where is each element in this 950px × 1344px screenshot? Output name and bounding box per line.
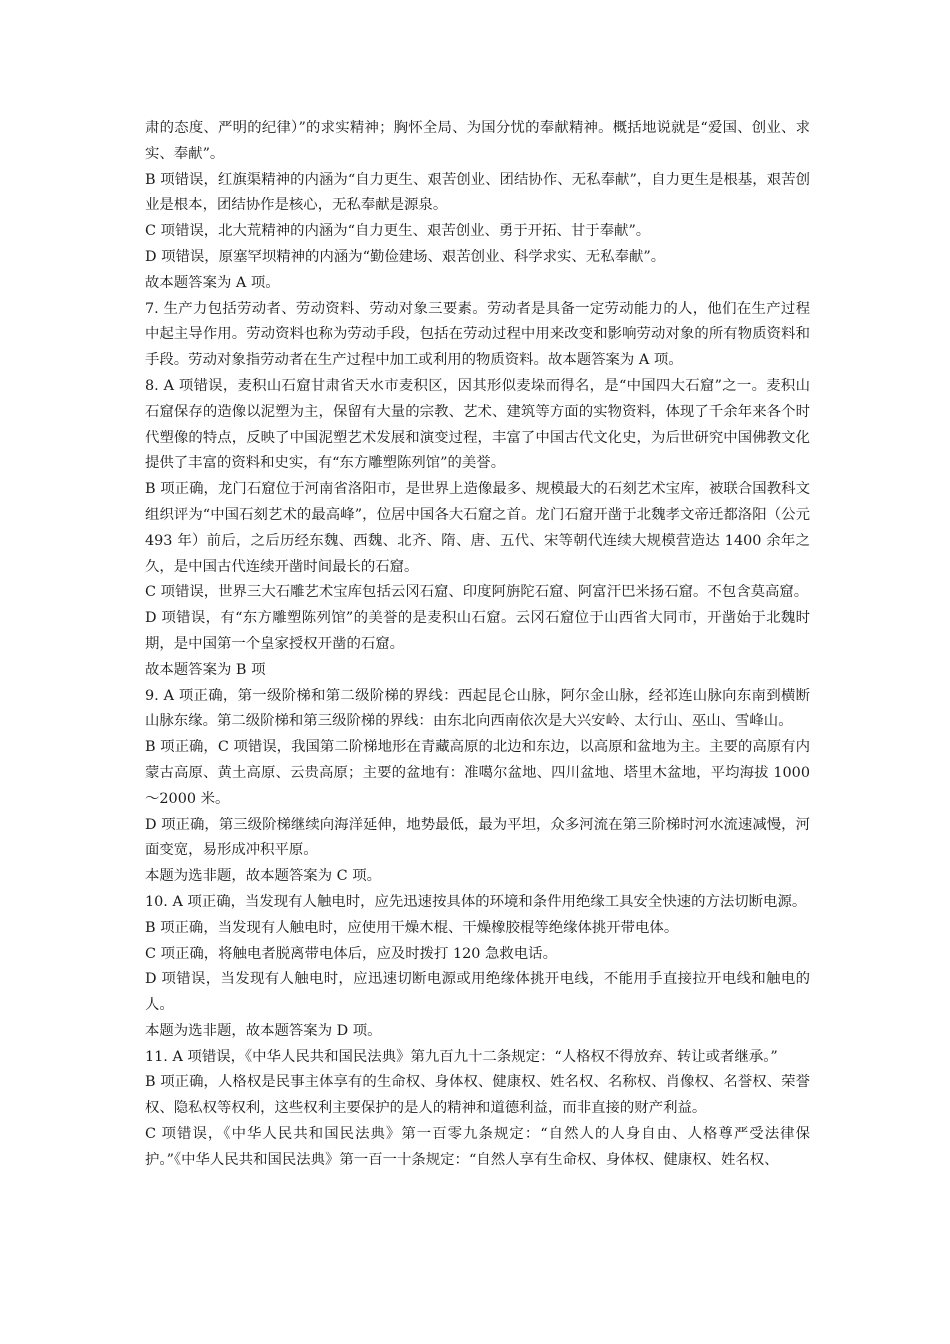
paragraph: C 项正确，将触电者脱离带电体后，应及时拨打 120 急救电话。 xyxy=(145,945,557,962)
paragraph: D 项错误，有“东方雕塑陈列馆”的美誉的是麦积山石窟。云冈石窟位于山西省大同市，开凿始于北魏时期，是中国第一个皇家授权开凿的石窟。 xyxy=(145,610,810,652)
paragraph: B 项正确，当发现有人触电时，应使用干燥木棍、干燥橡胶棍等绝缘体挑开带电体。 xyxy=(145,919,679,936)
paragraph: C 项错误，世界三大石雕艺术宝库包括云冈石窟、印度阿旃陀石窟、阿富汗巴米扬石窟。不包含莫高窟。 xyxy=(145,584,809,601)
paragraph: 本题为选非题，故本题答案为 C 项。 xyxy=(145,868,382,885)
paragraph: 故本题答案为 B 项 xyxy=(145,661,266,678)
paragraph: B 项正确，龙门石窟位于河南省洛阳市，是世界上造像最多、规模最大的石刻艺术宝库，被联合国教科文组织评为“中国石刻艺术的最高峰”，位居中国各大石窟之首。龙门石窟开凿于北魏孝文帝迁都洛阳（公元 493 年）前后，之后历经东魏、西魏、北齐、隋、唐、五代、宋等朝代连续大规模营造达 1400 余年之久，是中国古代连续开凿时间最长的石窟。 xyxy=(145,481,810,575)
paragraph: 本题为选非题，故本题答案为 D 项。 xyxy=(145,1022,382,1039)
paragraph: B 项错误，红旗渠精神的内涵为“自力更生、艰苦创业、团结协作、无私奉献”，自力更生是根基，艰苦创业是根本，团结协作是核心，无私奉献是源泉。 xyxy=(145,171,810,214)
paragraph: C 项错误，《中华人民共和国民法典》第一百零九条规定：“自然人的人身自由、人格尊严受法律保护。”《中华人民共和国民法典》第一百一十条规定：“自然人享有生命权、身体权、健康权、姓名权、 xyxy=(145,1126,810,1168)
paragraph: 10. A 项正确，当发现有人触电时，应先迅速按具体的环境和条件用绝缘工具安全快速的方法切断电源。 xyxy=(145,893,807,910)
paragraph: D 项正确，第三级阶梯继续向海洋延伸，地势最低，最为平坦，众多河流在第三阶梯时河水流速减慢，河面变宽，易形成冲积平原。 xyxy=(145,816,810,859)
paragraph: D 项错误，原塞罕坝精神的内涵为“勤俭建场、艰苦创业、科学求实、无私奉献”。 xyxy=(145,248,666,265)
paragraph: B 项正确，C 项错误，我国第二阶梯地形在青藏高原的北边和东边，以高原和盆地为主。主要的高原有内蒙古高原、黄土高原、云贵高原；主要的盆地有：准噶尔盆地、四川盆地、塔里木盆地，平均海拔 1000～2000 米。 xyxy=(145,739,810,807)
paragraph: C 项错误，北大荒精神的内涵为“自力更生、艰苦创业、勇于开拓、甘于奉献”。 xyxy=(145,223,651,240)
paragraph: 11. A 项错误，《中华人民共和国民法典》第九百九十二条规定：“人格权不得放弃、转让或者继承。” xyxy=(145,1048,778,1065)
paragraph: 故本题答案为 A 项。 xyxy=(145,274,280,291)
paragraph: 7. 生产力包括劳动者、劳动资料、劳动对象三要素。劳动者是具备一定劳动能力的人，他们在生产过程中起主导作用。劳动资料也称为劳动手段，包括在劳动过程中用来改变和影响劳动对象的所有物质资料和手段。劳动对象指劳动者在生产过程中加工或利用的物质资料。故本题答案为 A 项。 xyxy=(145,300,810,369)
document-body xyxy=(145,116,810,1174)
paragraph: B 项正确，人格权是民事主体享有的生命权、身体权、健康权、姓名权、名称权、肖像权、名誉权、荣誉权、隐私权等权利，这些权利主要保护的是人的精神和道德利益，而非直接的财产利益。 xyxy=(145,1074,810,1117)
paragraph: D 项错误，当发现有人触电时，应迅速切断电源或用绝缘体挑开电线，不能用手直接拉开电线和触电的人。 xyxy=(145,971,810,1014)
paragraph: 8. A 项错误，麦积山石窟甘肃省天水市麦积区，因其形似麦垛而得名，是“中国四大石窟”之一。麦积山石窟保存的造像以泥塑为主，保留有大量的宗教、艺术、建筑等方面的实物资料，体现了千余年来各个时代塑像的特点，反映了中国泥塑艺术发展和演变过程，丰富了中国古代文化史，为后世研究中国佛教文化提供了丰富的资料和史实，有“东方雕塑陈列馆”的美誉。 xyxy=(145,377,810,472)
paragraph: 9. A 项正确，第一级阶梯和第二级阶梯的界线：西起昆仑山脉，阿尔金山脉，经祁连山脉向东南到横断山脉东缘。第二级阶梯和第三级阶梯的界线：由东北向西南依次是大兴安岭、太行山、巫山、雪峰山。 xyxy=(145,687,810,730)
paragraph: 肃的态度、严明的纪律）”的求实精神；胸怀全局、为国分忧的奉献精神。概括地说就是“爱国、创业、求实、奉献”。 xyxy=(145,120,810,162)
